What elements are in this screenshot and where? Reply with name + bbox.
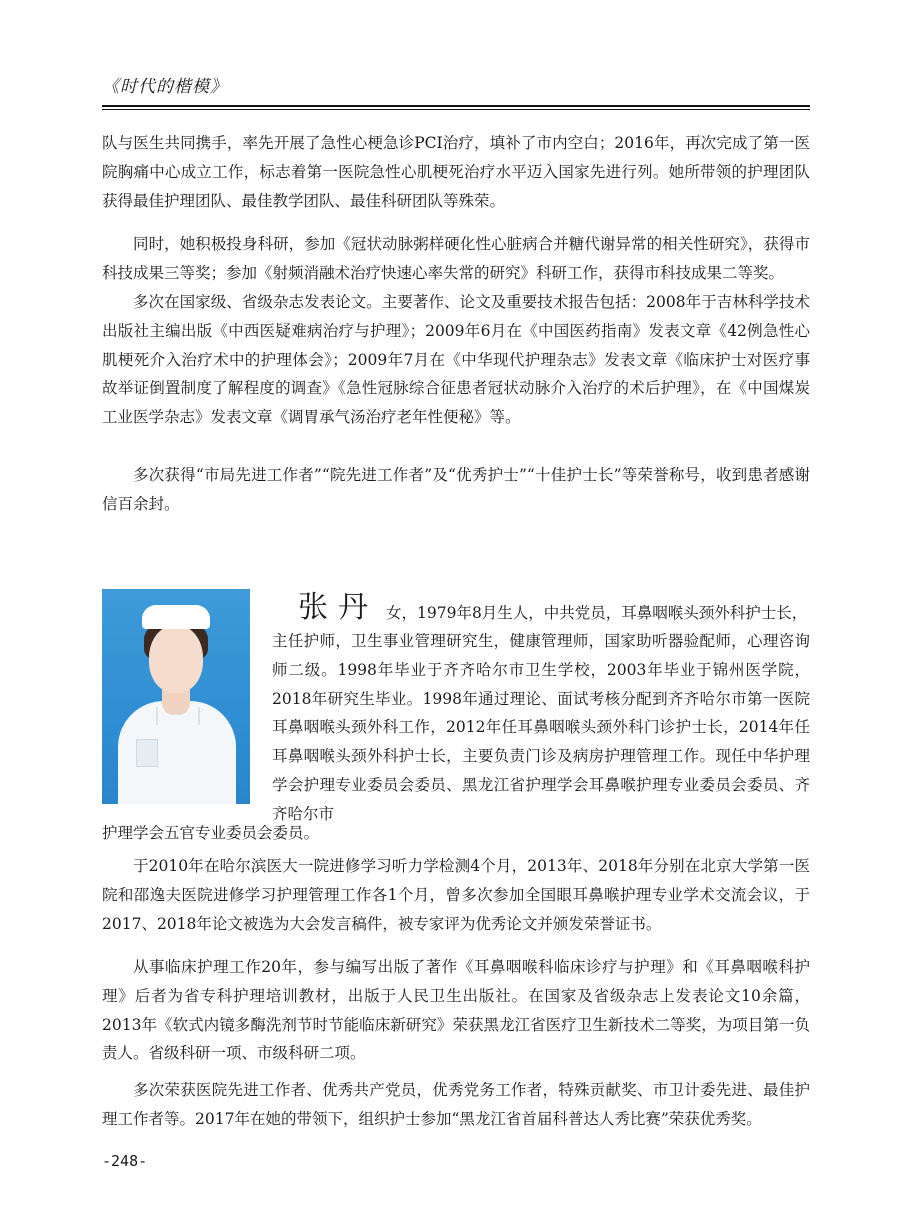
photo-face	[149, 625, 203, 693]
profile-name: 张丹	[298, 590, 378, 625]
running-header: 《时代的楷模》	[102, 77, 228, 97]
header-rule-thick	[102, 105, 810, 107]
header-rule-thin	[102, 109, 810, 110]
paragraph: 多次获得“市局先进工作者”“院先进工作者”及“优秀护士”“十佳护士长”等荣誉称号，收到患者感谢信百余封。	[102, 466, 810, 513]
photo-nurse-cap	[142, 605, 210, 629]
paragraph: 多次荣获医院先进工作者、优秀共产党员，优秀党务工作者，特殊贡献奖、市卫计委先进、最佳护理工作者等。2017年在她的带领下，组织护士参加“黑龙江省首届科普达人秀比赛”荣获优秀奖。	[102, 1081, 810, 1128]
paragraph: 同时，她积极投身科研，参加《冠状动脉粥样硬化性心脏病合并糖代谢异常的相关性研究》，获得市科技成果三等奖；参加《射频消融术治疗快速心率失常的研究》科研工作，获得市科技成果二等奖。	[102, 235, 810, 282]
profile-bio-first-line: 女，1979年8月生人，中共党员，耳鼻咽喉头颈外科护士长，	[386, 604, 808, 622]
profile-bio: 主任护师，卫生事业管理研究生，健康管理师，国家助听器验配师，心理咨询师二级。1998年毕业于齐齐哈尔市卫生学校，2003年毕业于锦州医学院，2018年研究生毕业。1998年通过理论、面试考核分配到齐齐哈尔市第一医院耳鼻咽喉头颈外科工作，2012年任耳鼻咽喉头颈外科门诊护士长，2014年任耳鼻咽喉头颈外科护士长，主要负责门诊及病房护理管理工作。现任中华护理学会护理专业委员会委员、黑龙江省护理学会耳鼻喉护理专业委员会委员、齐齐哈尔市	[272, 632, 810, 823]
paragraph: 队与医生共同携手，率先开展了急性心梗急诊PCI治疗，填补了市内空白；2016年，再次完成了第一医院胸痛中心成立工作，标志着第一医院急性心肌梗死治疗水平迈入国家先进行列。她所带领的护理团队获得最佳护理团队、最佳教学团队、最佳科研团队等殊荣。	[102, 134, 810, 210]
photo-collar	[156, 707, 200, 725]
paragraph: 从事临床护理工作20年，参与编写出版了著作《耳鼻咽喉科临床诊疗与护理》和《耳鼻咽喉科护理》后者为省专科护理培训教材，出版于人民卫生出版社。在国家及省级杂志上发表论文10余篇，2013年《软式内镜多酶洗剂节时节能临床新研究》荣获黑龙江省医疗卫生新技术二等奖，为项目第一负责人。省级科研一项、市级科研二项。	[102, 958, 810, 1063]
photo-pocket	[136, 739, 158, 767]
portrait-photo	[102, 589, 250, 804]
page-number: -248-	[102, 1152, 148, 1170]
paragraph: 于2010年在哈尔滨医大一院进修学习听力学检测4个月，2013年、2018年分别在北京大学第一医院和邵逸夫医院进修学习护理管理工作各1个月，曾多次参加全国眼耳鼻喉护理专业学术交流会议，于2017、2018年论文被选为大会发言稿件，被专家评为优秀论文并颁发荣誉证书。	[102, 857, 810, 933]
paragraph: 多次在国家级、省级杂志发表论文。主要著作、论文及重要技术报告包括：2008年于吉林科学技术出版社主编出版《中西医疑难病治疗与护理》；2009年6月在《中国医药指南》发表文章《42例急性心肌梗死介入治疗术中的护理体会》；2009年7月在《中华现代护理杂志》发表文章《临床护士对医疗事故举证倒置制度了解程度的调查》《急性冠脉综合征患者冠状动脉介入治疗的术后护理》，在《中国煤炭工业医学杂志》发表文章《调胃承气汤治疗老年性便秘》等。	[102, 293, 810, 427]
profile-bio-tail: 护理学会五官专业委员会委员。	[102, 824, 320, 842]
